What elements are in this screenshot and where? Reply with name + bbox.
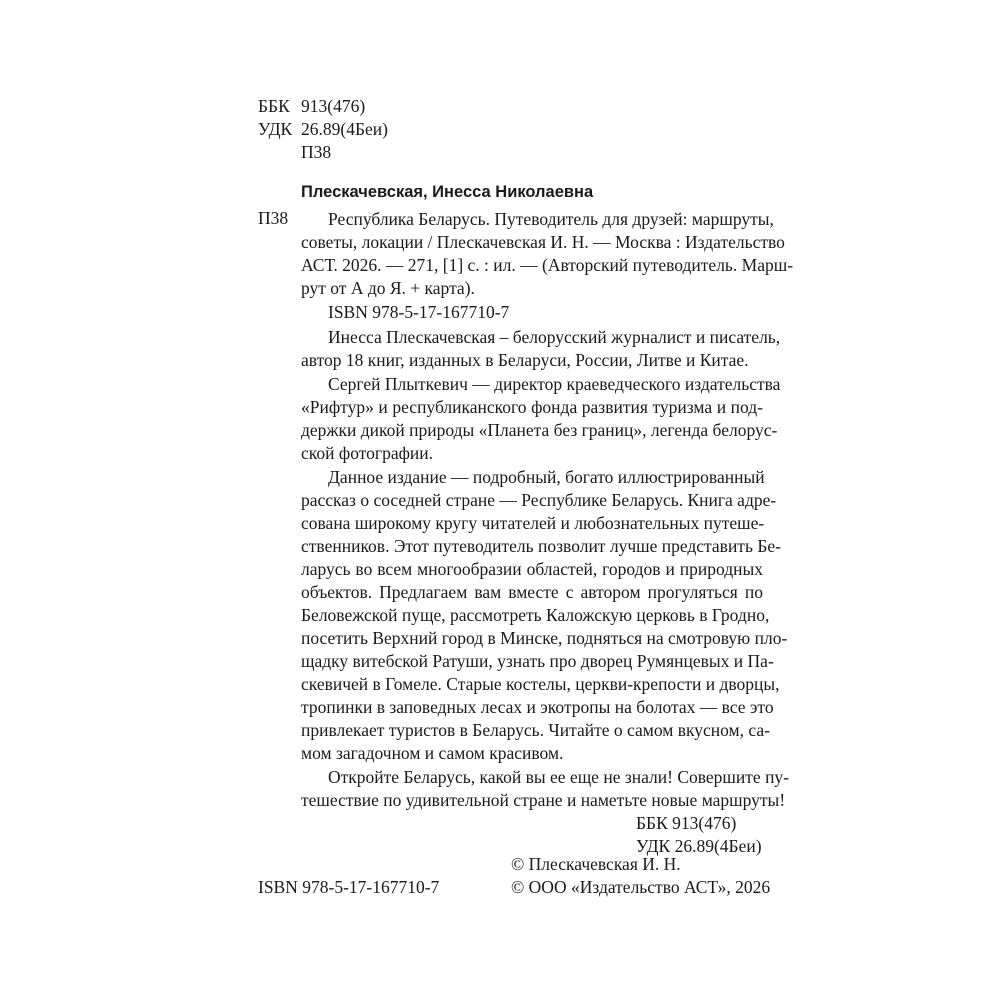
annotation-line: «Рифтур» и республиканского фонда развития туризма и под- — [301, 397, 763, 417]
footer-udk: УДК 26.89(4Беи) — [636, 836, 762, 856]
annotation-line: тропинки в заповедных лесах и экотропы на болотах — все это — [301, 697, 774, 717]
udk-value: 26.89(4Беи) — [301, 119, 388, 139]
annotation-line: Откройте Беларусь, какой вы ее еще не знали! Совершите пу- — [328, 767, 790, 787]
description-line: АСТ. 2026. — 271, [1] с. : ил. — (Авторский путеводитель. Марш- — [301, 255, 794, 275]
annotation-line: Беловежской пуще, рассмотреть Каложскую церковь в Гродно, — [301, 605, 770, 625]
udk-label: УДК — [258, 119, 293, 139]
annotation-line: автор 18 книг, изданных в Беларуси, России, Литве и Китае. — [301, 350, 749, 370]
annotation-line: сована широкому кругу читателей и любознательных путеше- — [301, 513, 765, 533]
bbk-label: ББК — [258, 96, 290, 116]
footer-bbk: ББК 913(476) — [636, 813, 737, 833]
annotation-line: мом загадочном и самом красивом. — [301, 743, 564, 763]
copyright-publisher: © ООО «Издательство АСТ», 2026 — [511, 877, 771, 897]
author-name: Плескачевская, Инесса Николаевна — [301, 183, 594, 201]
annotation-line: рассказ о соседней стране — Республике Беларусь. Книга адре- — [301, 490, 777, 510]
annotation-line: посетить Верхний город в Минске, подняться на смотровую пло- — [301, 628, 788, 648]
description-line: Республика Беларусь. Путеводитель для друзей: маршруты, — [328, 209, 774, 229]
isbn-bottom: ISBN 978-5-17-167710-7 — [258, 877, 440, 897]
annotation-line: тешествие по удивительной стране и наметьте новые маршруты! — [301, 790, 786, 810]
description-line: рут от А до Я. + карта). — [301, 278, 475, 298]
annotation-line: щадку витебской Ратуши, узнать про дворец Румянцевых и Па- — [301, 651, 774, 671]
annotation-line: привлекает туристов в Беларусь. Читайте о самом вкусном, са- — [301, 720, 770, 740]
annotation-line: ларусь во всем многообразии областей, городов и природных — [301, 559, 763, 579]
isbn-record: ISBN 978-5-17-167710-7 — [328, 302, 510, 322]
annotation-line: ственников. Этот путеводитель позволит лучше представить Бе- — [301, 536, 781, 556]
bbk-value: 913(476) — [301, 96, 366, 116]
author-code-inline: П38 — [258, 208, 289, 228]
annotation-line: Данное издание — подробный, богато иллюстрированный — [328, 467, 765, 487]
annotation-line: скевичей в Гомеле. Старые костелы, церкви-крепости и дворцы, — [301, 674, 780, 694]
copyright-author: © Плескачевская И. Н. — [511, 854, 681, 874]
annotation-line: Инесса Плескачевская – белорусский журналист и писатель, — [328, 327, 781, 347]
author-code: П38 — [301, 142, 332, 162]
annotation-line: ской фотографии. — [301, 443, 434, 463]
annotation-line: объектов. Предлагаем вам вместе с автором прогуляться по — [301, 582, 763, 602]
description-line: советы, локации / Плескачевская И. Н. — Москва : Издательство — [301, 232, 785, 252]
annotation-line: держки дикой природы «Планета без границ», легенда белорус- — [301, 420, 778, 440]
annotation-line: Сергей Плыткевич — директор краеведческого издательства — [328, 374, 781, 394]
